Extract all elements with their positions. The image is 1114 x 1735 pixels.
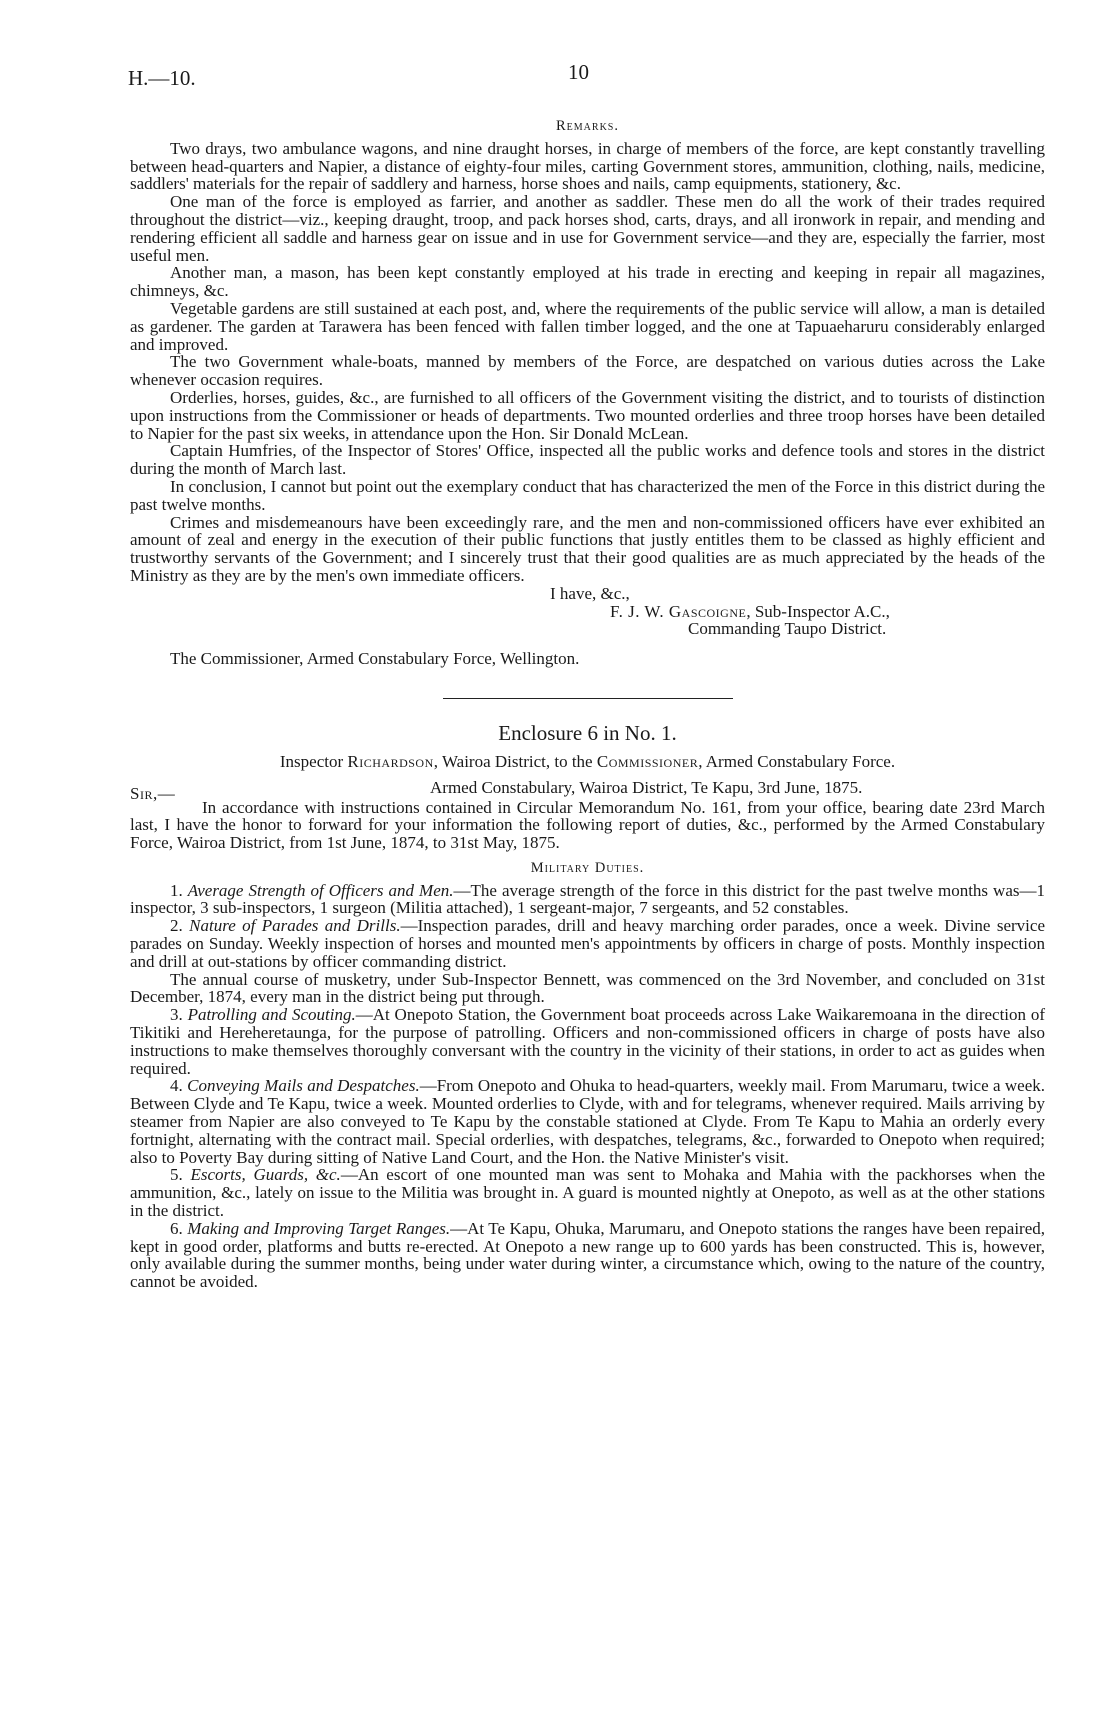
item-number: 6. bbox=[170, 1218, 183, 1238]
duty-item bbox=[130, 1166, 1045, 1219]
remarks-paragraph: Crimes and misdemeanours have been exceedingly rare, and the men and non-commissioned officers have ever exhibited an amount of zeal and energy in the execution of their public functions that justly entitles them to be classed as highly efficient and trustworthy servants of the Government; and I sincerely trust that their good qualities are as much appreciated by the heads of the Ministry as they are by the men's own immediate officers. bbox=[130, 512, 1045, 585]
signature-name: F. J. W. Gascoigne bbox=[610, 601, 747, 621]
item-text: —Inspection parades, drill and heavy marching order parades, once a week. Divine service parades on Sunday. Weekly inspection of horses and mounted men's appointments by officers in charge of posts. Monthly inspection and drill at out-stations by officer commanding district. bbox=[130, 916, 1045, 971]
item-title: Patrolling and Scouting. bbox=[187, 1005, 356, 1025]
item-text: —At Onepoto Station, the Government boat proceeds across Lake Waikaremoana in the direction of Tikitiki and Hereheretaunga, for the purpose of patrolling. Officers and non-commissioned officers in charge of posts have also instructions to make themselves thoroughly conversant with the country in the vicinity of their stations, in order to act as guides when required. bbox=[130, 1005, 1045, 1078]
remarks-paragraph: Captain Humfries, of the Inspector of Stores' Office, inspected all the public works and defence tools and stores in the district during the month of March last. bbox=[130, 441, 1045, 479]
duty-item bbox=[130, 882, 1045, 918]
enclosure-from-to bbox=[130, 753, 1045, 771]
closing-line: I have, &c., bbox=[550, 583, 630, 603]
remarks-paragraph: Two drays, two ambulance wagons, and nine draught horses, in charge of members of the force, are kept constantly travelling between head-quarters and Napier, a distance of eighty-four miles, carting Government stores, ammunition, clothing, nails, medicine, saddlers' materials for the repair of saddlery and harness, horse shoes and nails, camp equipments, stationery, &c. bbox=[130, 138, 1045, 194]
salutation: Sir,— bbox=[130, 783, 176, 803]
from-to-text: , Wairoa District, to the bbox=[433, 751, 597, 771]
duty-item bbox=[130, 1077, 1045, 1166]
document-reference: H.—10. bbox=[128, 66, 196, 90]
from-name: Richardson bbox=[347, 751, 434, 771]
item-title: Nature of Parades and Drills. bbox=[189, 916, 401, 936]
item-text: —The average strength of the force in this district for the past twelve months was—1 inspector, 3 sub-inspectors, 1 surgeon (Militia attached), 1 sergeant-major, 7 sergeants, and 52 constables. bbox=[130, 880, 1045, 918]
signature-line bbox=[610, 603, 1045, 621]
duty-item bbox=[130, 1220, 1045, 1291]
military-duties-heading: Military Duties. bbox=[530, 859, 645, 876]
item-number: 4. bbox=[170, 1076, 183, 1096]
item-text: —From Onepoto and Ohuka to head-quarters, weekly mail. From Marumaru, twice a week. Between Clyde and Te Kapu, twice a week. Mounted orderlies to Clyde, with and for telegrams, whenever required. Mails arriving by steamer from Napier are also conveyed to Te Kapu by the constable stationed at Clyde. From Te Kapu to Mahia an orderly every fortnight, alternating with the contract mail. Special orderlies, with despatches, telegrams, &c., forwarded to Onepoto when required; also to Poverty Bay during sitting of Native Land Court, and the Hon. the Native Minister's visit. bbox=[130, 1076, 1046, 1167]
item-title: Average Strength of Officers and Men. bbox=[187, 880, 454, 900]
remarks-paragraph: Orderlies, horses, guides, &c., are furnished to all officers of the Government visiting the district, and to tourists of distinction upon instructions from the Commissioner or heads of departments. Two mounted orderlies and three troop horses have been detailed to Napier for the past six weeks, in attendance upon the Hon. Sir Donald McLean. bbox=[130, 387, 1045, 443]
from-to-text: , Armed Constabulary Force. bbox=[698, 751, 896, 771]
musketry-paragraph: The annual course of musketry, under Sub-Inspector Bennett, was commenced on the 3rd November, and concluded on 31st December, 1874, every man in the district being put through. bbox=[130, 969, 1045, 1007]
item-number: 2. bbox=[170, 916, 183, 936]
letter-intro: In accordance with instructions contained in Circular Memorandum No. 161, from your office, bearing date 23rd March last, I have the honor to forward for your information the following report of duties, &c., performed by the Armed Constabulary Force, Wairoa District, from 1st June, 1874, to 31st May, 1875. bbox=[130, 797, 1045, 853]
page-number: 10 bbox=[568, 60, 589, 84]
remarks-paragraph: Another man, a mason, has been kept constantly employed at his trade in erecting and keeping in repair all magazines, chimneys, &c. bbox=[130, 263, 1045, 301]
page-body bbox=[130, 118, 1045, 1291]
addressee: The Commissioner, Armed Constabulary Force, Wellington. bbox=[170, 649, 580, 669]
item-text: —At Te Kapu, Ohuka, Marumaru, and Onepoto stations the ranges have been repaired, kept in good order, platforms and butts re-erected. At Onepoto a new range up to 600 yards has been constructed. This is, however, only available during the summer months, being under water during winter, a circumstance which, owing to the nature of the country, cannot be avoided. bbox=[130, 1218, 1045, 1292]
duty-item bbox=[130, 1006, 1045, 1077]
item-number: 5. bbox=[170, 1165, 183, 1185]
remarks-paragraph: The two Government whale-boats, manned by members of the Force, are despatched on various duties across the Lake whenever occasion requires. bbox=[130, 352, 1045, 390]
enclosure-title: Enclosure 6 in No. 1. bbox=[498, 720, 677, 745]
item-number: 1. bbox=[170, 880, 183, 900]
from-to-text: Inspector bbox=[279, 751, 348, 771]
duty-item bbox=[130, 917, 1045, 970]
letter-address: Armed Constabulary, Wairoa District, Te Kapu, 3rd June, 1875. bbox=[430, 777, 863, 797]
item-title: Conveying Mails and Despatches. bbox=[187, 1076, 420, 1096]
to-name: Commissioner bbox=[596, 751, 699, 771]
signature-command: Commanding Taupo District. bbox=[688, 619, 887, 639]
item-title: Escorts, Guards, &c. bbox=[190, 1165, 341, 1185]
remarks-heading: Remarks. bbox=[556, 118, 619, 134]
item-text: —An escort of one mounted man was sent to Mohaka and Mahia with the packhorses when the ammunition, &c., lately on issue to the Militia was brought in. A guard is mounted nightly at Onepoto, as well as at the other stations in the district. bbox=[130, 1165, 1045, 1221]
item-number: 3. bbox=[170, 1005, 183, 1025]
item-title: Making and Improving Target Ranges. bbox=[187, 1218, 451, 1238]
signature-rank: , Sub-Inspector A.C., bbox=[746, 601, 890, 621]
section-divider bbox=[443, 698, 733, 699]
remarks-paragraph: Vegetable gardens are still sustained at each post, and, where the requirements of the public service will allow, a man is detailed as gardener. The garden at Tarawera has been fenced with fallen timber logged, and the one at Tapuaeharuru considerably enlarged and improved. bbox=[130, 298, 1045, 354]
remarks-paragraph: In conclusion, I cannot but point out the exemplary conduct that has characterized the men of the Force in this district during the past twelve months. bbox=[130, 476, 1045, 514]
salutation-row bbox=[130, 777, 1045, 803]
remarks-paragraph: One man of the force is employed as farrier, and another as saddler. These men do all the work of their trades required throughout the district—viz., keeping draught, troop, and pack horses shod, carts, drays, and all ironwork in repair, and mending and rendering efficient all saddle and harness gear on issue and in use for Government service—and they are, especially the farrier, most useful men. bbox=[130, 192, 1045, 265]
